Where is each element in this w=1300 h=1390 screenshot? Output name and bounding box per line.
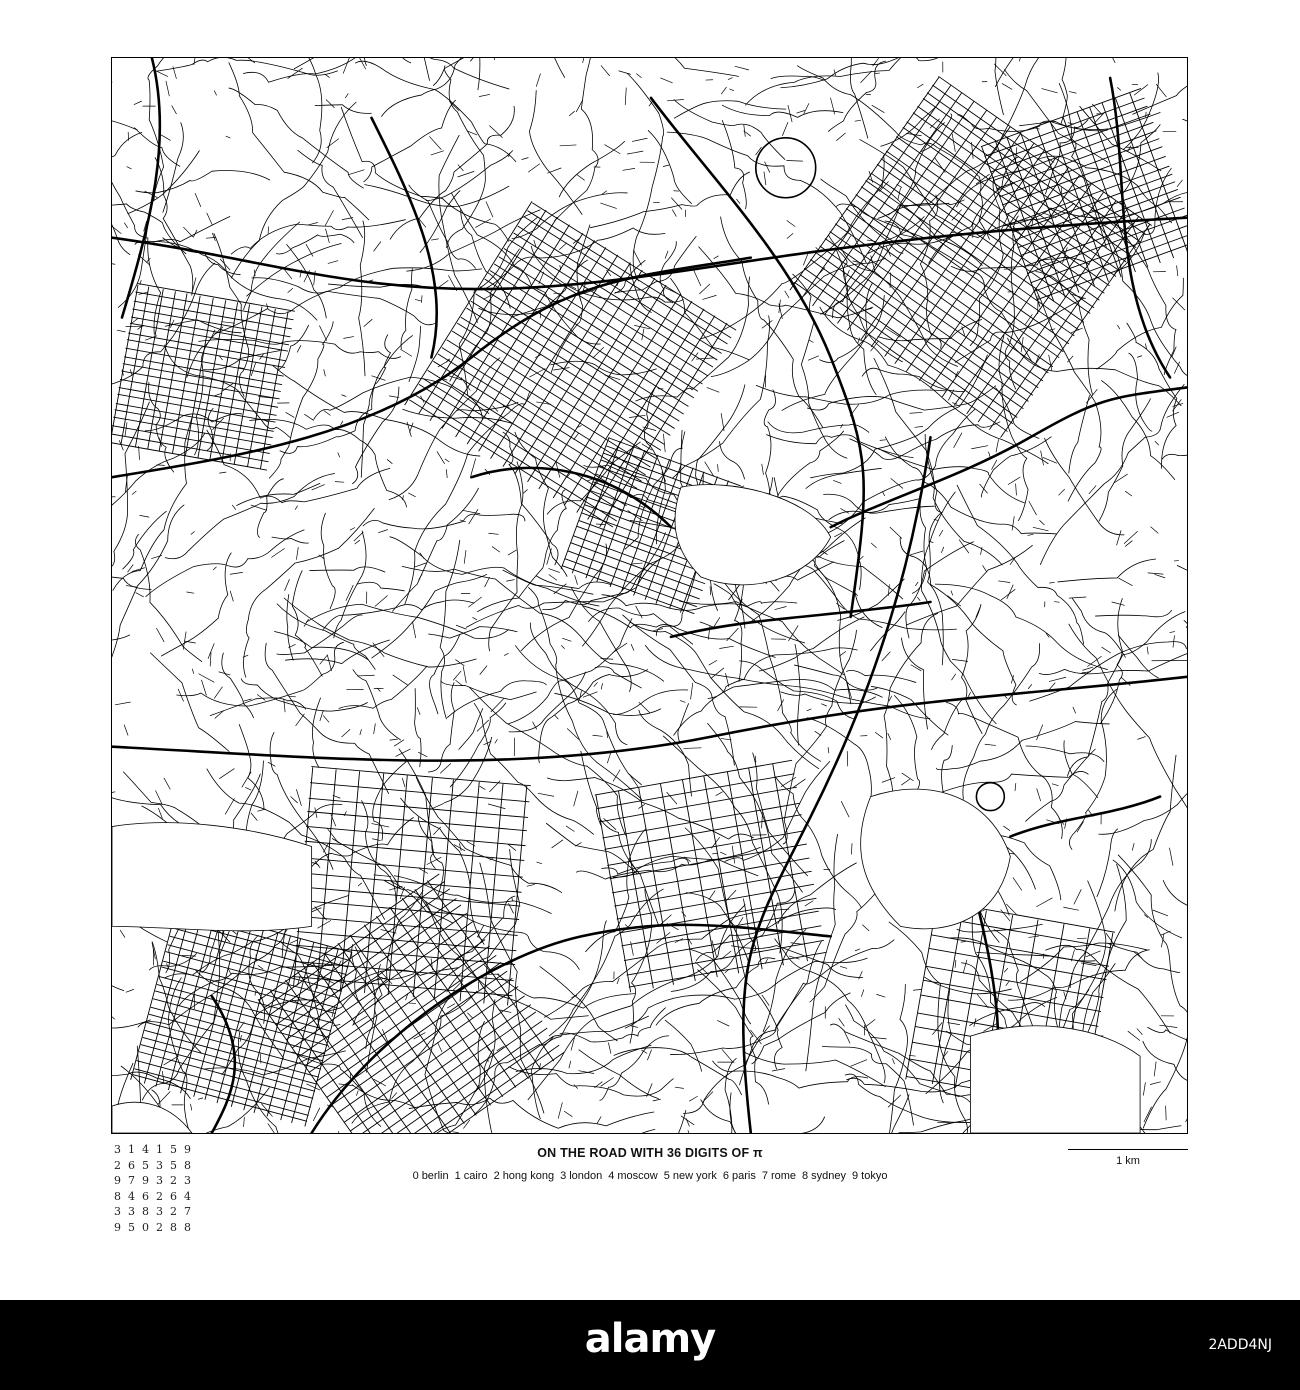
road-network (112, 58, 1187, 1133)
pi-digit: 3 (114, 1205, 121, 1218)
legend-city: london (569, 1170, 603, 1182)
legend-city: tokyo (861, 1170, 888, 1182)
pi-digit: 9 (142, 1174, 149, 1187)
pi-digit: 3 (114, 1143, 121, 1156)
legend-city: sydney (811, 1170, 847, 1182)
legend-entry (664, 1170, 717, 1182)
legend-city: paris (732, 1170, 756, 1182)
alamy-logo: alamy (584, 1316, 716, 1362)
stock-image-id: 2ADD4NJ (1208, 1337, 1272, 1353)
pi-digit: 2 (156, 1189, 163, 1203)
pi-digit: 7 (128, 1174, 135, 1187)
pi-digit: 5 (170, 1158, 177, 1172)
legend-entry (494, 1170, 555, 1182)
legend-digit: 2 (493, 1170, 500, 1182)
pi-digit: 5 (170, 1143, 177, 1156)
legend-digit: 1 (454, 1170, 461, 1182)
title-block (300, 1146, 1000, 1182)
digit-row (114, 1173, 198, 1189)
pi-digit: 5 (128, 1220, 135, 1234)
pi-digit: 4 (184, 1189, 191, 1203)
pi-digit: 7 (184, 1205, 191, 1218)
pi-digit: 3 (156, 1158, 163, 1172)
pi-digit: 8 (184, 1158, 191, 1172)
legend-entry (608, 1170, 657, 1182)
pi-digit: 6 (142, 1189, 149, 1203)
pi-digit: 8 (114, 1189, 121, 1203)
pi-digit: 4 (128, 1189, 135, 1203)
legend-digit: 5 (663, 1170, 670, 1182)
legend-entry (455, 1170, 488, 1182)
legend-city: rome (770, 1170, 797, 1182)
pi-digit: 2 (114, 1158, 121, 1172)
digit-row (114, 1189, 198, 1205)
pi-digit: 8 (184, 1220, 191, 1234)
pi-digit: 6 (128, 1158, 135, 1172)
pi-digit: 3 (128, 1205, 135, 1218)
digit-row (114, 1220, 198, 1236)
digit-row (114, 1142, 198, 1158)
city-legend (300, 1170, 1000, 1182)
pi-digit: 9 (184, 1143, 191, 1156)
legend-city: cairo (463, 1170, 488, 1182)
pi-digit: 4 (142, 1143, 149, 1156)
legend-digit: 6 (722, 1170, 729, 1182)
pi-digit: 9 (114, 1220, 121, 1234)
pi-digit: 9 (114, 1174, 121, 1187)
digit-row (114, 1204, 198, 1220)
legend-entry (723, 1170, 756, 1182)
legend-entry (560, 1170, 602, 1182)
legend-digit: 4 (608, 1170, 615, 1182)
legend-city: moscow (617, 1170, 658, 1182)
legend-city: berlin (421, 1170, 449, 1182)
pi-digit: 8 (170, 1220, 177, 1234)
legend-city: hong kong (502, 1170, 555, 1182)
legend-entry (852, 1170, 887, 1182)
pi-digit: 2 (156, 1220, 163, 1234)
legend-digit: 9 (852, 1170, 859, 1182)
digit-row (114, 1158, 198, 1174)
pi-digit: 2 (170, 1205, 177, 1218)
pi-digit: 6 (170, 1189, 177, 1203)
legend-entry (762, 1170, 796, 1182)
legend-digit: 3 (560, 1170, 567, 1182)
poster-title: ON THE ROAD WITH 36 DIGITS OF π (537, 1146, 763, 1160)
pi-digits-grid (114, 1142, 198, 1235)
scale-bar (1068, 1149, 1188, 1150)
legend-city: new york (672, 1170, 717, 1182)
pi-digit: 5 (142, 1158, 149, 1172)
pi-digit: 2 (170, 1174, 177, 1187)
street-map (111, 57, 1188, 1134)
scale-label: 1 km (1116, 1155, 1140, 1167)
legend-entry (802, 1170, 846, 1182)
legend-digit: 8 (802, 1170, 809, 1182)
pi-digit: 0 (142, 1220, 149, 1234)
pi-digit: 3 (184, 1174, 191, 1187)
legend-digit: 7 (761, 1170, 768, 1182)
legend-digit: 0 (412, 1170, 419, 1182)
pi-digit: 8 (142, 1205, 149, 1218)
pi-digit: 1 (128, 1143, 135, 1156)
legend-entry (413, 1170, 449, 1182)
pi-digit: 3 (156, 1205, 163, 1218)
pi-digit: 1 (156, 1143, 163, 1156)
pi-digit: 3 (156, 1174, 163, 1187)
